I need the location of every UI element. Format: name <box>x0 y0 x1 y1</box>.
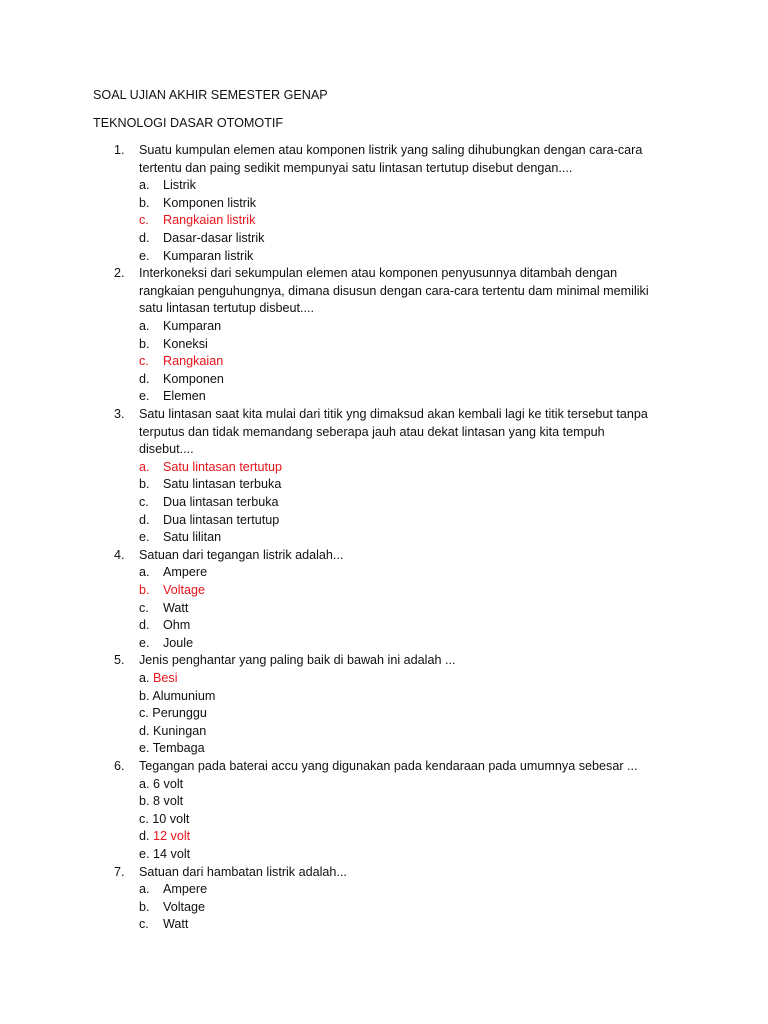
option-text: Rangkaian listrik <box>163 213 256 228</box>
option-letter: b. <box>139 477 150 492</box>
option-letter: e. <box>139 248 150 263</box>
answer-option <box>139 706 207 720</box>
option-letter: b. <box>139 688 150 703</box>
option-text: Elemen <box>163 389 206 404</box>
question-number: 2. <box>114 266 125 281</box>
option-letter: a. <box>139 178 150 193</box>
option-letter: d. <box>139 512 150 527</box>
option-text: Perunggu <box>152 706 207 721</box>
question-text-line: tertentu dan paing sedikit mempunyai satu lintasan tertutup disebut dengan.... <box>139 160 573 175</box>
option-letter: e. <box>139 741 150 756</box>
option-text: Koneksi <box>163 336 208 351</box>
question-number: 5. <box>114 653 125 668</box>
option-letter: d. <box>139 371 150 386</box>
option-text: Listrik <box>163 178 196 193</box>
option-text: Joule <box>163 635 194 650</box>
question-text-line: Suatu kumpulan elemen atau komponen listrik yang saling dihubungkan dengan cara-cara <box>139 143 643 157</box>
question-text-line: Satu lintasan saat kita mulai dari titik yng dimaksud akan kembali lagi ke titik tersebut tanpa <box>139 407 648 421</box>
option-text: 10 volt <box>152 811 190 826</box>
option-letter: a. <box>139 319 150 333</box>
question-number: 1. <box>114 143 125 157</box>
option-letter: a. <box>139 671 150 685</box>
answer-option <box>139 794 183 808</box>
answer-option <box>139 777 183 791</box>
option-text: Voltage <box>163 583 206 597</box>
option-letter: b. <box>139 794 150 809</box>
option-text-correct: 12 volt <box>153 829 191 844</box>
option-text: Dasar-dasar listrik <box>163 231 265 245</box>
question-number: 3. <box>114 407 125 421</box>
answer-option <box>139 741 205 755</box>
option-text: Alumunium <box>152 688 216 703</box>
option-letter: b. <box>139 899 150 914</box>
option-text: Komponen listrik <box>163 195 257 210</box>
question-text-line: rangkaian penguhungnya, dimana disusun dengan cara-cara tertentu dam minimal memiliki <box>139 283 649 298</box>
option-letter: b. <box>139 336 150 351</box>
option-text: Satu lintasan tertutup <box>163 459 283 474</box>
question-number: 6. <box>114 759 125 773</box>
exam-title: SOAL UJIAN AKHIR SEMESTER GENAP <box>93 88 328 102</box>
option-text: 6 volt <box>153 776 184 791</box>
option-letter: d. <box>139 829 150 844</box>
question-text-line: disebut.... <box>139 442 194 457</box>
option-text: Dua lintasan tertutup <box>163 512 280 527</box>
option-text: Watt <box>163 600 189 615</box>
question-text-line: Interkoneksi dari sekumpulan elemen atau komponen penyusunnya ditambah dengan <box>139 266 618 281</box>
option-letter: d. <box>139 723 150 738</box>
option-letter: e. <box>139 847 150 861</box>
option-letter: c. <box>139 213 149 228</box>
option-letter: c. <box>139 354 149 369</box>
question-number: 4. <box>114 547 125 562</box>
option-text: Satu lilitan <box>163 530 222 545</box>
option-letter: b. <box>139 195 150 210</box>
option-letter: c. <box>139 917 149 932</box>
option-letter: c. <box>139 706 149 721</box>
option-text: 8 volt <box>153 794 184 809</box>
option-text: Tembaga <box>152 741 205 756</box>
answer-option <box>139 812 189 826</box>
option-letter: e. <box>139 530 150 545</box>
option-letter: a. <box>139 565 150 580</box>
question-text-line: Jenis penghantar yang paling baik di bawah ini adalah ... <box>139 653 456 668</box>
subject-title: TEKNOLOGI DASAR OTOMOTIF <box>93 116 284 130</box>
option-text: Kumparan listrik <box>163 248 254 263</box>
answer-option <box>139 689 215 703</box>
option-text: Kuningan <box>153 723 207 738</box>
option-letter: a. <box>139 459 150 474</box>
option-letter: e. <box>139 635 150 650</box>
question-number: 7. <box>114 864 125 879</box>
option-text: Ampere <box>163 882 208 897</box>
option-text: Voltage <box>163 899 206 914</box>
option-text: Ohm <box>163 618 191 633</box>
option-text: Komponen <box>163 371 224 386</box>
question-text-line: Satuan dari tegangan listrik adalah... <box>139 547 344 562</box>
option-text: Watt <box>163 917 189 932</box>
option-text: Satu lintasan terbuka <box>163 477 282 492</box>
option-text: Kumparan <box>163 319 222 333</box>
option-letter: c. <box>139 495 149 509</box>
answer-option <box>139 829 190 843</box>
option-letter: c. <box>139 811 149 826</box>
option-letter: a. <box>139 776 150 791</box>
option-text-correct: Besi <box>153 671 178 685</box>
question-text-line: Tegangan pada baterai accu yang digunakan pada kendaraan pada umumnya sebesar ... <box>139 759 638 773</box>
option-text: Dua lintasan terbuka <box>163 495 279 509</box>
option-letter: d. <box>139 231 150 245</box>
option-text: 14 volt <box>153 847 191 861</box>
option-text: Ampere <box>163 565 208 580</box>
option-letter: c. <box>139 600 149 615</box>
option-letter: e. <box>139 389 150 404</box>
answer-option <box>139 724 206 738</box>
option-letter: b. <box>139 583 150 597</box>
option-text: Rangkaian <box>163 354 224 369</box>
option-letter: a. <box>139 882 150 897</box>
question-text-line: Satuan dari hambatan listrik adalah... <box>139 864 347 879</box>
option-letter: d. <box>139 618 150 633</box>
question-text-line: satu lintasan tertutup disbeut.... <box>139 301 315 316</box>
answer-option <box>139 847 190 861</box>
question-text-line: terputus dan tidak memandang seberapa jauh atau dekat lintasan yang kita tempuh <box>139 424 605 439</box>
answer-option <box>139 671 178 685</box>
